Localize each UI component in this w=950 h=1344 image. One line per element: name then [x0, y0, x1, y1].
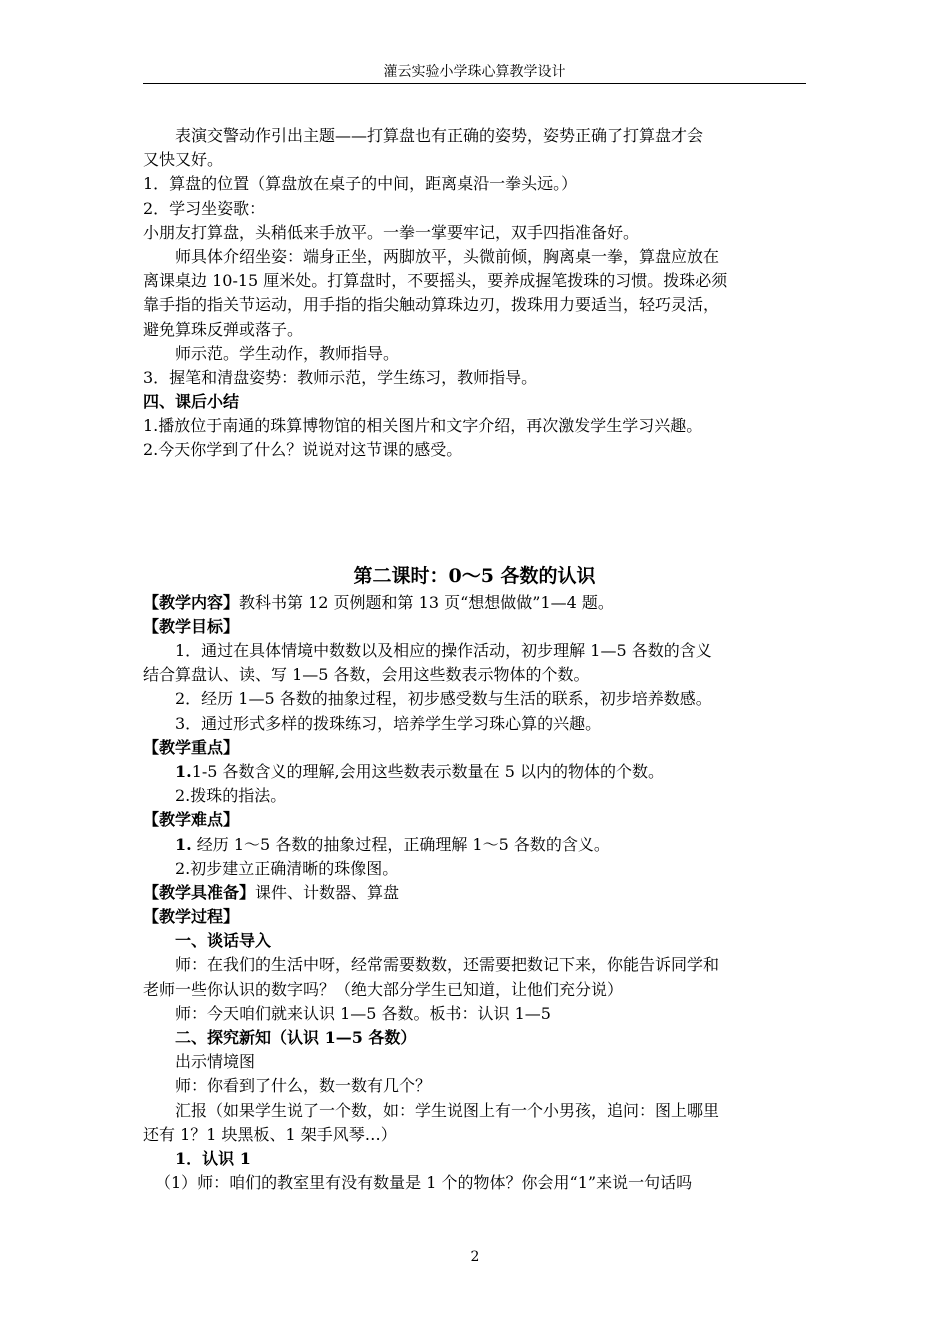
section-heading: 二、探究新知（认识 1—5 各数）: [175, 1028, 417, 1047]
document-body: [143, 124, 806, 1195]
paragraph-line: 师：今天咱们就来认识 1—5 各数。板书：认识 1—5: [175, 1003, 551, 1023]
difficult-point-1: [143, 833, 806, 857]
paragraph-line: 1.播放位于南通的珠算博物馆的相关图片和文字介绍，再次激发学生学习兴趣。: [143, 416, 703, 436]
section-heading: 一、谈话导入: [175, 931, 272, 951]
goal-line: 3．通过形式多样的拨珠练习，培养学生学习珠心算的兴趣。: [175, 713, 602, 733]
section-gap: [143, 463, 806, 559]
paragraph-line: 1．算盘的位置（算盘放在桌子的中间，距离桌沿一拳头远。）: [143, 174, 578, 194]
content-text: 教科书第 12 页例题和第 13 页“想想做做”1—4 题。: [239, 592, 614, 612]
key-text: 1-5 各数含义的理解,会用这些数表示数量在 5 以内的物体的个数。: [191, 761, 664, 781]
key-label: 【教学重点】: [143, 737, 240, 757]
paragraph-line: 表演交警动作引出主题——打算盘也有正确的姿势，姿势正确了打算盘才会: [175, 126, 704, 145]
paragraph-line: 师：你看到了什么，数一数有几个？: [175, 1076, 432, 1096]
goals-label: 【教学目标】: [143, 616, 240, 636]
prep-label: 【教学具准备】: [143, 882, 256, 902]
paragraph-line: 又快又好。: [143, 150, 224, 170]
difficult-text: 经历 1～5 各数的抽象过程，正确理解 1～5 各数的含义。: [191, 834, 610, 854]
subsection-heading: 1．认识 1: [175, 1148, 251, 1168]
key-number: 1.: [175, 761, 192, 781]
paragraph-line: 离课桌边 10-15 厘米处。打算盘时，不要摇头，要养成握笔拨珠的习惯。拨珠必须: [143, 271, 728, 291]
goal-line: 结合算盘认、读、写 1—5 各数，会用这些数表示物体的个数。: [143, 665, 590, 685]
page-number: 2: [470, 1249, 480, 1265]
paragraph-line: 还有 1？1 块黑板、1 架手风琴…）: [143, 1124, 397, 1144]
paragraph-line: 汇报（如果学生说了一个数，如：学生说图上有一个小男孩，追问：图上哪里: [175, 1100, 720, 1120]
paragraph-line: 靠手指的指关节运动，用手指的指尖触动算珠边刃，拨珠用力要适当，轻巧灵活，: [143, 295, 720, 315]
paragraph-line: 避免算珠反弹或落子。: [143, 319, 304, 339]
paragraph-line: 2.今天你学到了什么？说说对这节课的感受。: [143, 440, 463, 460]
paragraph-line: 小朋友打算盘，头稍低来手放平。一拳一掌要牢记，双手四指准备好。: [143, 222, 640, 242]
goal-line: 1．通过在具体情境中数数以及相应的操作活动，初步理解 1—5 各数的含义: [175, 641, 712, 660]
prep-row: [143, 881, 806, 905]
goal-line: 2．经历 1—5 各数的抽象过程，初步感受数与生活的联系，初步培养数感。: [175, 689, 712, 709]
paragraph-line: 师示范。学生动作，教师指导。: [175, 343, 400, 363]
difficult-label: 【教学难点】: [143, 810, 240, 830]
key-point-1: [143, 760, 806, 784]
content-row: [143, 591, 806, 615]
paragraph-line: 师：在我们的生活中呀，经常需要数数，还需要把数记下来，你能告诉同学和: [175, 955, 720, 975]
prep-text: 课件、计数器、算盘: [255, 882, 400, 902]
paragraph-line: 出示情境图: [175, 1052, 256, 1072]
paragraph-line: 师具体介绍坐姿：端身正坐，两脚放平，头微前倾，胸离桌一拳，算盘应放在: [175, 246, 720, 266]
difficult-point-2: 2.初步建立正确清晰的珠像图。: [175, 858, 399, 878]
paragraph-line: 2．学习坐姿歌：: [143, 198, 266, 218]
section-heading: 四、课后小结: [143, 392, 240, 412]
paragraph-line: 3．握笔和清盘姿势：教师示范，学生练习，教师指导。: [143, 367, 538, 387]
process-label: 【教学过程】: [143, 907, 240, 927]
header-rule: [143, 83, 806, 84]
content-label: 【教学内容】: [143, 592, 240, 612]
key-point-2: 2.拨珠的指法。: [175, 786, 287, 806]
paragraph-line: 老师一些你认识的数字吗？（绝大部分学生已知道，让他们充分说）: [143, 979, 624, 999]
lesson-title: 第二课时：0～5 各数的认识: [353, 564, 596, 587]
difficult-number: 1.: [175, 834, 192, 854]
page-header: 灌云实验小学珠心算教学设计: [383, 64, 566, 80]
paragraph-line: （1）师：咱们的教室里有没有数量是 1 个的物体？你会用“1”来说一句话吗: [155, 1173, 693, 1193]
